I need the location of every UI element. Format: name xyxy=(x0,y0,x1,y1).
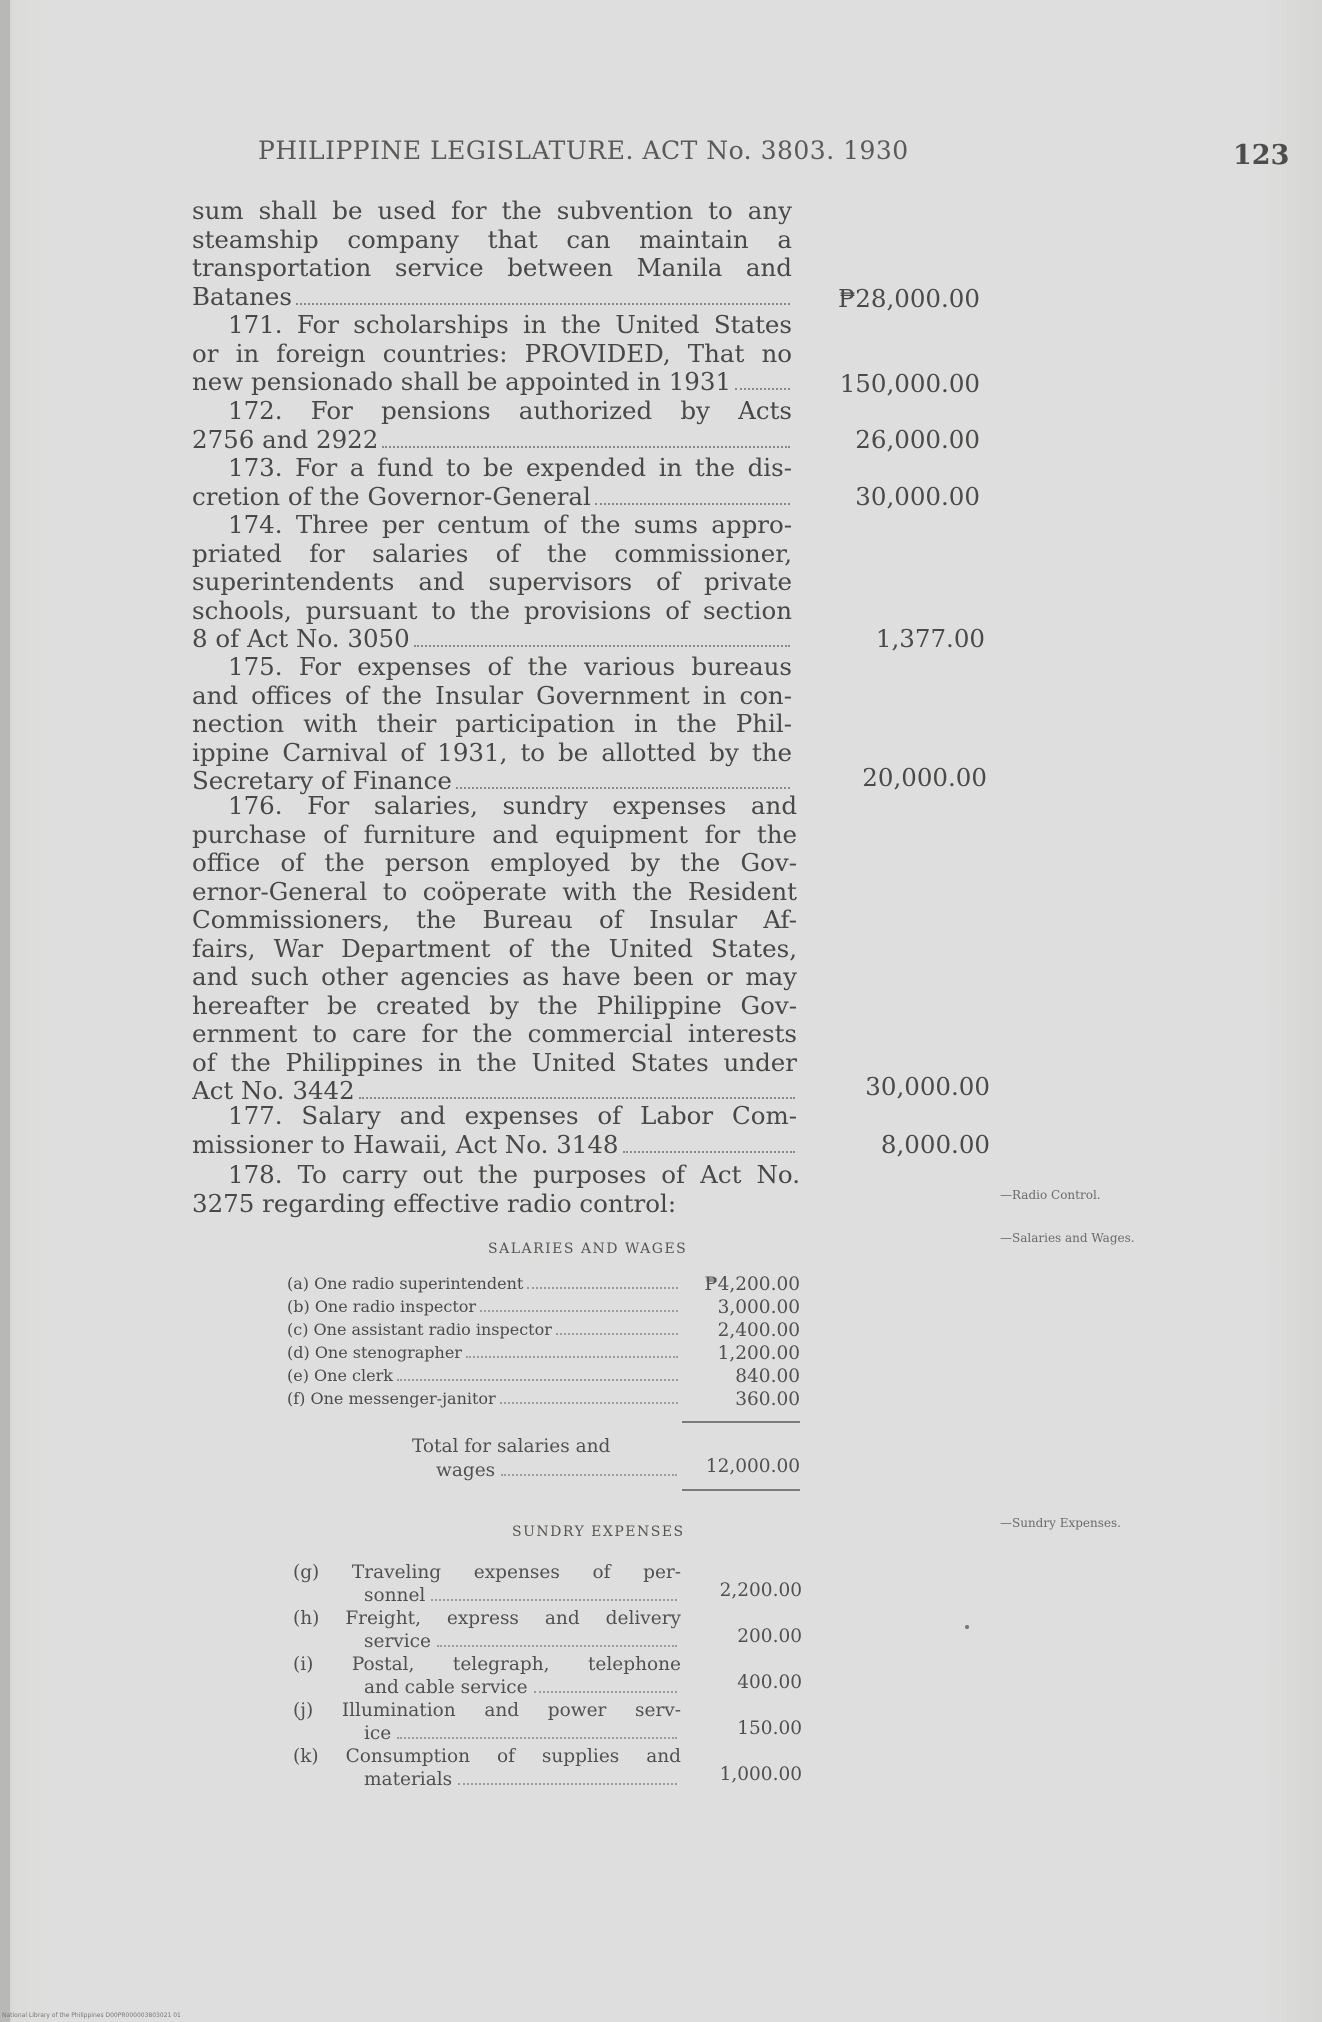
amount-intro: ₱28,000.00 xyxy=(838,284,980,313)
total-amount: 12,000.00 xyxy=(705,1456,800,1477)
sundry-heading: SUNDRY EXPENSES xyxy=(512,1524,685,1540)
sundry-line: (h) Freight, express and delivery xyxy=(293,1608,681,1629)
sundry-line: (j) Illumination and power serv- xyxy=(293,1700,681,1721)
text-line: schools, pursuant to the provisions of section xyxy=(192,596,792,625)
sundry-line: ice xyxy=(364,1723,681,1744)
sundry-amount: 2,200.00 xyxy=(719,1580,802,1601)
total-label-line2: wages xyxy=(436,1460,681,1481)
text-line: priated for salaries of the commissioner, xyxy=(192,539,792,568)
paragraph-172 xyxy=(192,397,792,454)
salary-row: (e) One clerk xyxy=(287,1366,682,1389)
sundry-line: materials xyxy=(364,1769,681,1790)
leader-line: Secretary of Finance xyxy=(192,767,792,796)
sundry-line: (g) Traveling expenses of per- xyxy=(293,1562,681,1583)
paragraph-174 xyxy=(192,511,792,654)
running-header: PHILIPPINE LEGISLATURE. ACT No. 3803. 1930 xyxy=(258,136,909,165)
sundry-line: and cable service xyxy=(364,1677,681,1698)
leader-line: Batanes xyxy=(192,283,792,312)
text-line: 171. For scholarships in the United States xyxy=(228,311,792,339)
salary-row: (f) One messenger-janitor xyxy=(287,1389,682,1412)
text-line: purchase of furniture and equipment for the xyxy=(192,820,797,849)
book-spine-shadow xyxy=(0,0,10,2022)
leader-line: Act No. 3442 xyxy=(192,1077,797,1106)
leader-line: 8 of Act No. 3050 xyxy=(192,625,792,654)
paragraph-178 xyxy=(192,1161,800,1218)
sundry-line: (k) Consumption of supplies and xyxy=(293,1746,681,1767)
sundry-line: sonnel xyxy=(364,1585,681,1606)
margin-note-radio: —Radio Control. xyxy=(1000,1188,1101,1202)
amount-173: 30,000.00 xyxy=(855,482,980,511)
text-line: Commissioners, the Bureau of Insular Af- xyxy=(192,906,797,934)
total-label-line1: Total for salaries and xyxy=(412,1436,611,1457)
leader-line: new pensionado shall be appointed in 1931 xyxy=(192,368,792,397)
sundry-amount: 150.00 xyxy=(737,1718,802,1739)
salary-amount: 840.00 xyxy=(735,1366,800,1387)
sundry-line: service xyxy=(364,1631,681,1652)
text-line: and such other agencies as have been or may xyxy=(192,963,797,991)
archive-footer: National Library of the Philippines D00PR000003803021 01 xyxy=(2,2012,181,2019)
salary-amount: 3,000.00 xyxy=(717,1297,800,1318)
amount-174: 1,377.00 xyxy=(875,624,985,653)
salary-amount: 360.00 xyxy=(735,1389,800,1410)
text-line: ippine Carnival of 1931, to be allotted by the xyxy=(192,738,792,767)
ink-speck xyxy=(965,1625,969,1629)
text-line: 172. For pensions authorized by Acts xyxy=(228,397,792,425)
amount-176: 30,000.00 xyxy=(865,1072,990,1101)
leader-line: 2756 and 2922 xyxy=(192,426,792,455)
paragraph-intro xyxy=(192,197,792,311)
paragraph-175 xyxy=(192,653,792,796)
paragraph-176 xyxy=(192,792,797,1106)
text-line: 173. For a fund to be expended in the dis- xyxy=(228,454,792,482)
salary-amount: ₱4,200.00 xyxy=(704,1274,800,1295)
sundry-line: (i) Postal, telegraph, telephone xyxy=(293,1654,681,1675)
text-line: 174. Three per centum of the sums appro- xyxy=(228,511,792,539)
salary-amount: 1,200.00 xyxy=(717,1343,800,1364)
sundry-amount: 1,000.00 xyxy=(719,1764,802,1785)
leader-line: cretion of the Governor-General xyxy=(192,483,792,512)
paragraph-177 xyxy=(192,1102,797,1159)
text-line: office of the person employed by the Gov- xyxy=(192,849,797,877)
sundry-amount: 400.00 xyxy=(737,1672,802,1693)
salary-amount: 2,400.00 xyxy=(717,1320,800,1341)
text-line: ernment to care for the commercial interests xyxy=(192,1020,797,1048)
text-line: fairs, War Department of the United States, xyxy=(192,934,797,963)
margin-note-sundry: —Sundry Expenses. xyxy=(1000,1516,1121,1530)
salary-row: (c) One assistant radio inspector xyxy=(287,1320,682,1343)
paragraph-171 xyxy=(192,311,792,397)
sundry-amount: 200.00 xyxy=(737,1626,802,1647)
leader-line: missioner to Hawaii, Act No. 3148 xyxy=(192,1131,797,1160)
paragraph-173 xyxy=(192,454,792,511)
text-line: nection with their participation in the Phil- xyxy=(192,710,792,738)
text-line: sum shall be used for the subvention to any xyxy=(192,197,792,225)
text-line: 177. Salary and expenses of Labor Com- xyxy=(228,1102,797,1130)
text-line: 176. For salaries, sundry expenses and xyxy=(228,792,797,820)
text-line: steamship company that can maintain a xyxy=(192,225,792,254)
amount-175: 20,000.00 xyxy=(862,763,987,792)
text-line: 175. For expenses of the various bureaus xyxy=(228,653,792,681)
margin-note-salaries: —Salaries and Wages. xyxy=(1000,1231,1135,1245)
amount-171: 150,000.00 xyxy=(839,369,980,398)
sum-rule xyxy=(682,1421,800,1423)
text-line: of the Philippines in the United States under xyxy=(192,1048,797,1077)
amount-172: 26,000.00 xyxy=(855,425,980,454)
salary-row: (d) One stenographer xyxy=(287,1343,682,1366)
text-line: hereafter be created by the Philippine Gov- xyxy=(192,991,797,1020)
salaries-heading: SALARIES AND WAGES xyxy=(488,1241,688,1257)
text-line: transportation service between Manila and xyxy=(192,254,792,282)
salary-row: (a) One radio superintendent xyxy=(287,1274,682,1297)
text-line: or in foreign countries: PROVIDED, That no xyxy=(192,339,792,368)
text-line: ernor-General to coöperate with the Resident xyxy=(192,877,797,906)
amount-177: 8,000.00 xyxy=(880,1130,990,1159)
page-number: 123 xyxy=(1233,140,1290,171)
salary-row: (b) One radio inspector xyxy=(287,1297,682,1320)
text-line: 3275 regarding effective radio control: xyxy=(192,1189,677,1218)
text-line: and offices of the Insular Government in con- xyxy=(192,681,792,710)
text-line: superintendents and supervisors of private xyxy=(192,568,792,596)
text-line: 178. To carry out the purposes of Act No. xyxy=(228,1161,800,1189)
sum-rule xyxy=(682,1489,800,1491)
